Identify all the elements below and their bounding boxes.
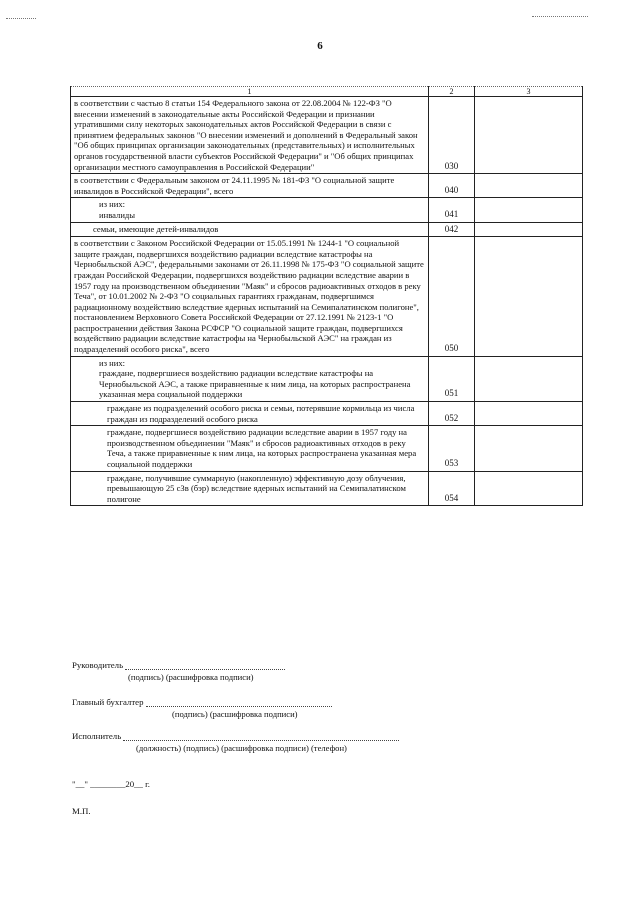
stamp-label: М.П. <box>72 806 91 816</box>
row-value-cell[interactable] <box>475 198 583 222</box>
table-row <box>71 237 583 357</box>
row-value-cell[interactable] <box>475 426 583 471</box>
executor-caption: (должность) (подпись) (расшифровка подписи) (телефон) <box>136 743 347 753</box>
scan-mark <box>6 18 36 19</box>
row-code: 042 <box>429 222 475 237</box>
row-value-cell[interactable] <box>475 402 583 426</box>
table-body <box>71 87 583 506</box>
row-description: граждане, получившие суммарную (накопленную) эффективную дозу облучения, превышающую 25 сЗв (бэр) вследствие ядерных испытаний на Семипалатинском полигоне <box>71 471 429 506</box>
table-row <box>71 198 583 222</box>
head-caption: (подпись) (расшифровка подписи) <box>128 672 254 682</box>
row-value-cell[interactable] <box>475 174 583 198</box>
accountant-signature-block <box>72 697 332 707</box>
table-header-row <box>71 87 583 97</box>
column-header-3: 3 <box>475 87 583 97</box>
executor-label: Исполнитель <box>72 731 122 741</box>
row-description: из них: граждане, подвергшиеся воздействию радиации вследствие катастрофы на Чернобыльской АЭС, а также приравненные к ним лица, на которых распространена указанная мера социальной поддержки <box>71 356 429 401</box>
head-signature-line[interactable] <box>125 661 285 670</box>
row-code: 053 <box>429 426 475 471</box>
table-row <box>71 222 583 237</box>
table-row <box>71 471 583 506</box>
accountant-label: Главный бухгалтер <box>72 697 144 707</box>
row-description: в соответствии с частью 8 статьи 154 Федерального закона от 22.08.2004 № 122-ФЗ "О внесении изменений в законодательные акты Российской Федерации и признании утратившими силу некоторых законодательных актов Российской Федерации в связи с принятием федеральных законов "О внесении изменений и дополнений в Федеральный закон "Об общих принципах организации законодательных (представительных) и исполнительных органов государственной власти субъектов Российской Федерации" и "Об общих принципах организации местного самоуправления в Российской Федерации" <box>71 97 429 174</box>
row-code: 051 <box>429 356 475 401</box>
row-code: 050 <box>429 237 475 357</box>
scan-mark <box>532 16 588 17</box>
head-signature-block <box>72 660 285 670</box>
column-header-1: 1 <box>71 87 429 97</box>
row-description: в соответствии с Федеральным законом от 24.11.1995 № 181-ФЗ "О социальной защите инвалидов в Российской Федерации", всего <box>71 174 429 198</box>
row-description: граждане, подвергшиеся воздействию радиации вследствие аварии в 1957 году на производственном объединении "Маяк" и сбросов радиоактивных отходов в реку Теча, а также приравненные к ним лица, на которых распространена указанная мера социальной поддержки <box>71 426 429 471</box>
column-header-2: 2 <box>429 87 475 97</box>
row-code: 040 <box>429 174 475 198</box>
page-number: 6 <box>317 40 323 52</box>
report-table <box>70 86 583 506</box>
accountant-caption: (подпись) (расшифровка подписи) <box>172 709 298 719</box>
row-value-cell[interactable] <box>475 222 583 237</box>
accountant-signature-line[interactable] <box>146 698 332 707</box>
row-value-cell[interactable] <box>475 237 583 357</box>
executor-signature-block <box>72 731 399 741</box>
row-code: 052 <box>429 402 475 426</box>
date-field[interactable]: "__" ________20__ г. <box>72 779 150 789</box>
row-value-cell[interactable] <box>475 356 583 401</box>
executor-signature-line[interactable] <box>123 732 399 741</box>
table-row <box>71 97 583 174</box>
table-row <box>71 356 583 401</box>
row-code: 030 <box>429 97 475 174</box>
row-value-cell[interactable] <box>475 471 583 506</box>
row-code: 054 <box>429 471 475 506</box>
head-label: Руководитель <box>72 660 124 670</box>
row-value-cell[interactable] <box>475 97 583 174</box>
table-row <box>71 174 583 198</box>
table-row <box>71 402 583 426</box>
row-code: 041 <box>429 198 475 222</box>
row-description: граждане из подразделений особого риска и семьи, потерявшие кормильца из числа граждан из подразделений особого риска <box>71 402 429 426</box>
row-description: из них: инвалиды <box>71 198 429 222</box>
row-description: семьи, имеющие детей-инвалидов <box>71 222 429 237</box>
table-row <box>71 426 583 471</box>
row-description: в соответствии с Законом Российской Федерации от 15.05.1991 № 1244-1 "О социальной защите граждан, подвергшихся воздействию радиации вследствие катастрофы на Чернобыльской АЭС", федеральными законами от 26.11.1998 № 175-ФЗ "О социальной защите граждан Российской Федерации, подвергшихся воздействию радиации вследствие аварии в 1957 году на производственном объединении "Маяк" и сбросов радиоактивных отходов в реку Теча", от 10.01.2002 № 2-ФЗ "О социальных гарантиях гражданам, подвергшимся радиационному воздействию вследствие ядерных испытаний на Семипалатинском полигоне", постановлением Верховного Совета Российской Федерации от 27.12.1991 № 2123-1 "О распространении действия Закона РСФСР "О социальной защите граждан, подвергшихся воздействию радиации вследствие катастрофы на Чернобыльской АЭС" на граждан из подразделений особого риска", всего <box>71 237 429 357</box>
